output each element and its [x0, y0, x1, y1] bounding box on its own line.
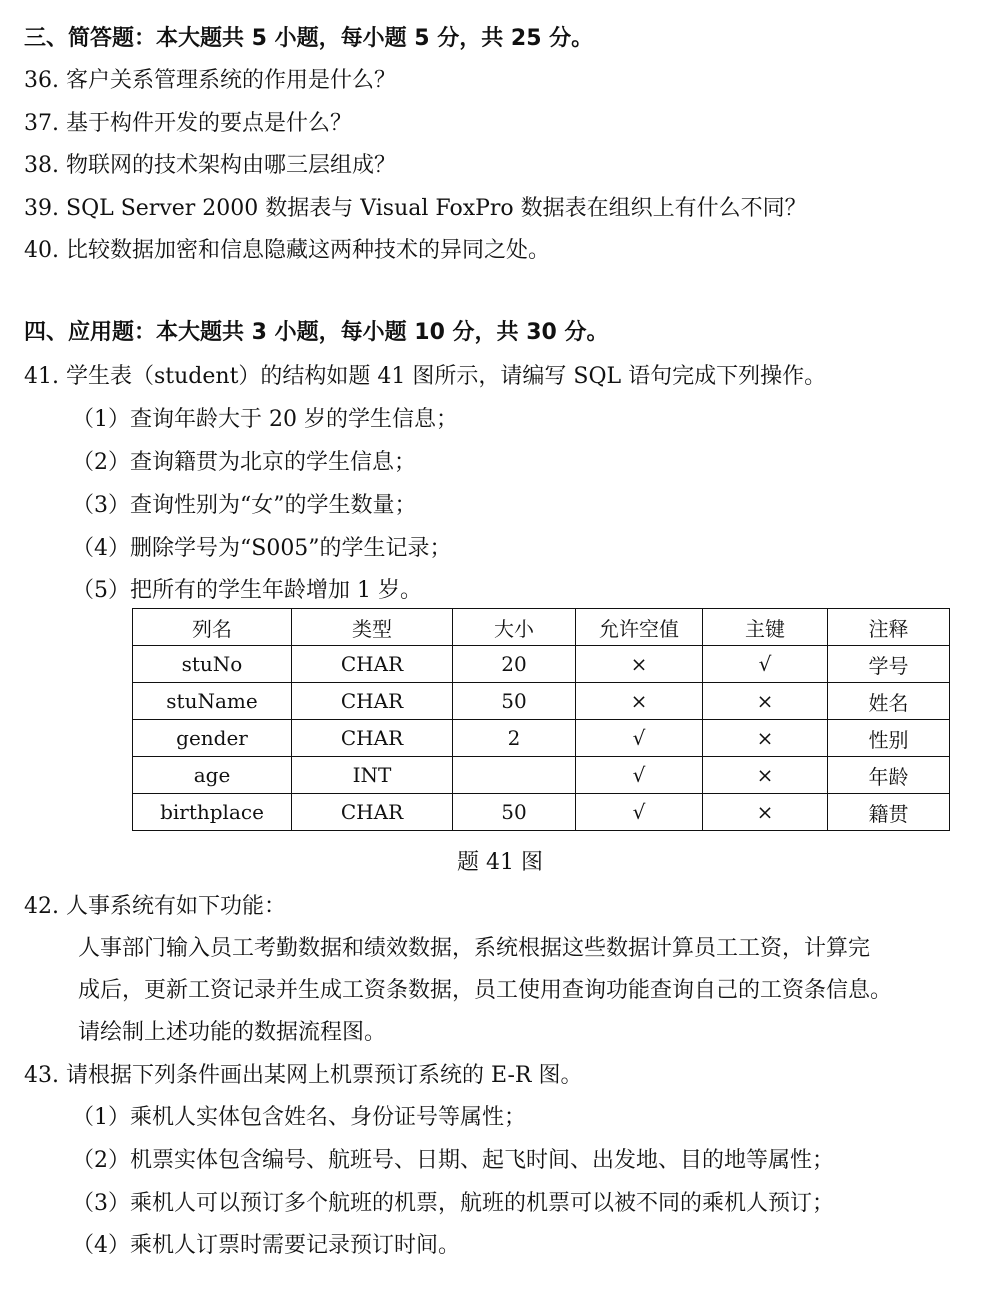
table-header-cell: 大小	[453, 609, 576, 646]
table-caption: 题 41 图	[457, 850, 543, 875]
question-number: 42.	[24, 894, 59, 919]
q43-item: （4）乘机人订票时需要记录预订时间。	[72, 1233, 460, 1258]
table-cell: birthplace	[133, 794, 292, 831]
question-text: 请根据下列条件画出某网上机票预订系统的 E-R 图。	[66, 1063, 583, 1088]
question-number: 38.	[24, 153, 59, 178]
table-cell: ×	[703, 720, 828, 757]
q42-body-line: 请绘制上述功能的数据流程图。	[78, 1020, 387, 1045]
table-cell	[453, 757, 576, 794]
table-cell: √	[703, 646, 828, 683]
q43-item: （2）机票实体包含编号、航班号、日期、起飞时间、出发地、目的地等属性；	[72, 1148, 834, 1173]
table-cell: CHAR	[292, 683, 453, 720]
table-cell: 性别	[828, 720, 950, 757]
table-cell: √	[576, 720, 703, 757]
student-table	[132, 608, 950, 831]
q43-item: （3）乘机人可以预订多个航班的机票，航班的机票可以被不同的乘机人预订；	[72, 1191, 834, 1216]
table-header-cell: 允许空值	[576, 609, 703, 646]
table-cell: gender	[133, 720, 292, 757]
table-row	[133, 757, 950, 794]
table-cell: 2	[453, 720, 576, 757]
question-text: 客户关系管理系统的作用是什么？	[66, 68, 397, 93]
table-cell: CHAR	[292, 794, 453, 831]
table-cell: 20	[453, 646, 576, 683]
table-row	[133, 646, 950, 683]
q41-item: （1）查询年龄大于 20 岁的学生信息；	[72, 407, 458, 432]
table-cell: ×	[576, 683, 703, 720]
table-cell: CHAR	[292, 720, 453, 757]
question-number: 36.	[24, 68, 59, 93]
section3-heading: 三、简答题：本大题共 5 小题，每小题 5 分，共 25 分。	[24, 26, 594, 51]
question-37	[24, 109, 352, 139]
question-text: 物联网的技术架构由哪三层组成？	[66, 153, 397, 178]
question-40	[24, 236, 550, 266]
q41-item: （3）查询性别为“女”的学生数量；	[72, 493, 417, 518]
question-number: 40.	[24, 238, 59, 263]
table-cell: ×	[703, 794, 828, 831]
table-cell: CHAR	[292, 646, 453, 683]
question-number: 37.	[24, 111, 59, 136]
table-cell: 学号	[828, 646, 950, 683]
question-39	[24, 194, 807, 224]
question-text: 人事系统有如下功能：	[66, 894, 287, 919]
table-row	[133, 794, 950, 831]
table-header-cell: 类型	[292, 609, 453, 646]
section4-heading: 四、应用题：本大题共 3 小题，每小题 10 分，共 30 分。	[24, 320, 609, 345]
table-cell: INT	[292, 757, 453, 794]
q43-item: （1）乘机人实体包含姓名、身份证号等属性；	[72, 1105, 526, 1130]
table-cell: √	[576, 757, 703, 794]
table-header-cell: 主键	[703, 609, 828, 646]
question-text: 学生表（student）的结构如题 41 图所示，请编写 SQL 语句完成下列操作。	[66, 364, 827, 389]
table-header-cell: 注释	[828, 609, 950, 646]
table-cell: ×	[703, 683, 828, 720]
table-header-row	[133, 609, 950, 646]
table-cell: √	[576, 794, 703, 831]
table-cell: 姓名	[828, 683, 950, 720]
q41-item: （4）删除学号为“S005”的学生记录；	[72, 536, 452, 561]
q42-body-line: 成后，更新工资记录并生成工资条数据，员工使用查询功能查询自己的工资条信息。	[78, 978, 893, 1003]
table-cell: ×	[703, 757, 828, 794]
question-text: SQL Server 2000 数据表与 Visual FoxPro 数据表在组织上有什么不同？	[66, 196, 807, 221]
question-38	[24, 151, 396, 181]
table-cell: 年龄	[828, 757, 950, 794]
question-number: 39.	[24, 196, 59, 221]
q41-item: （5）把所有的学生年龄增加 1 岁。	[72, 578, 422, 603]
question-41	[24, 362, 826, 392]
q42-body-line: 人事部门输入员工考勤数据和绩效数据，系统根据这些数据计算员工工资，计算完	[78, 936, 871, 961]
table-cell: 籍贯	[828, 794, 950, 831]
q41-item: （2）查询籍贯为北京的学生信息；	[72, 450, 416, 475]
table-cell: ×	[576, 646, 703, 683]
table-cell: stuNo	[133, 646, 292, 683]
table-header-cell: 列名	[133, 609, 292, 646]
question-42	[24, 892, 286, 922]
question-text: 基于构件开发的要点是什么？	[66, 111, 353, 136]
table-cell: age	[133, 757, 292, 794]
question-36	[24, 66, 396, 96]
question-text: 比较数据加密和信息隐藏这两种技术的异同之处。	[66, 238, 551, 263]
table-cell: 50	[453, 683, 576, 720]
table-cell: stuName	[133, 683, 292, 720]
question-43	[24, 1061, 582, 1091]
table-row	[133, 683, 950, 720]
table-cell: 50	[453, 794, 576, 831]
question-number: 41.	[24, 364, 59, 389]
question-number: 43.	[24, 1063, 59, 1088]
table-row	[133, 720, 950, 757]
